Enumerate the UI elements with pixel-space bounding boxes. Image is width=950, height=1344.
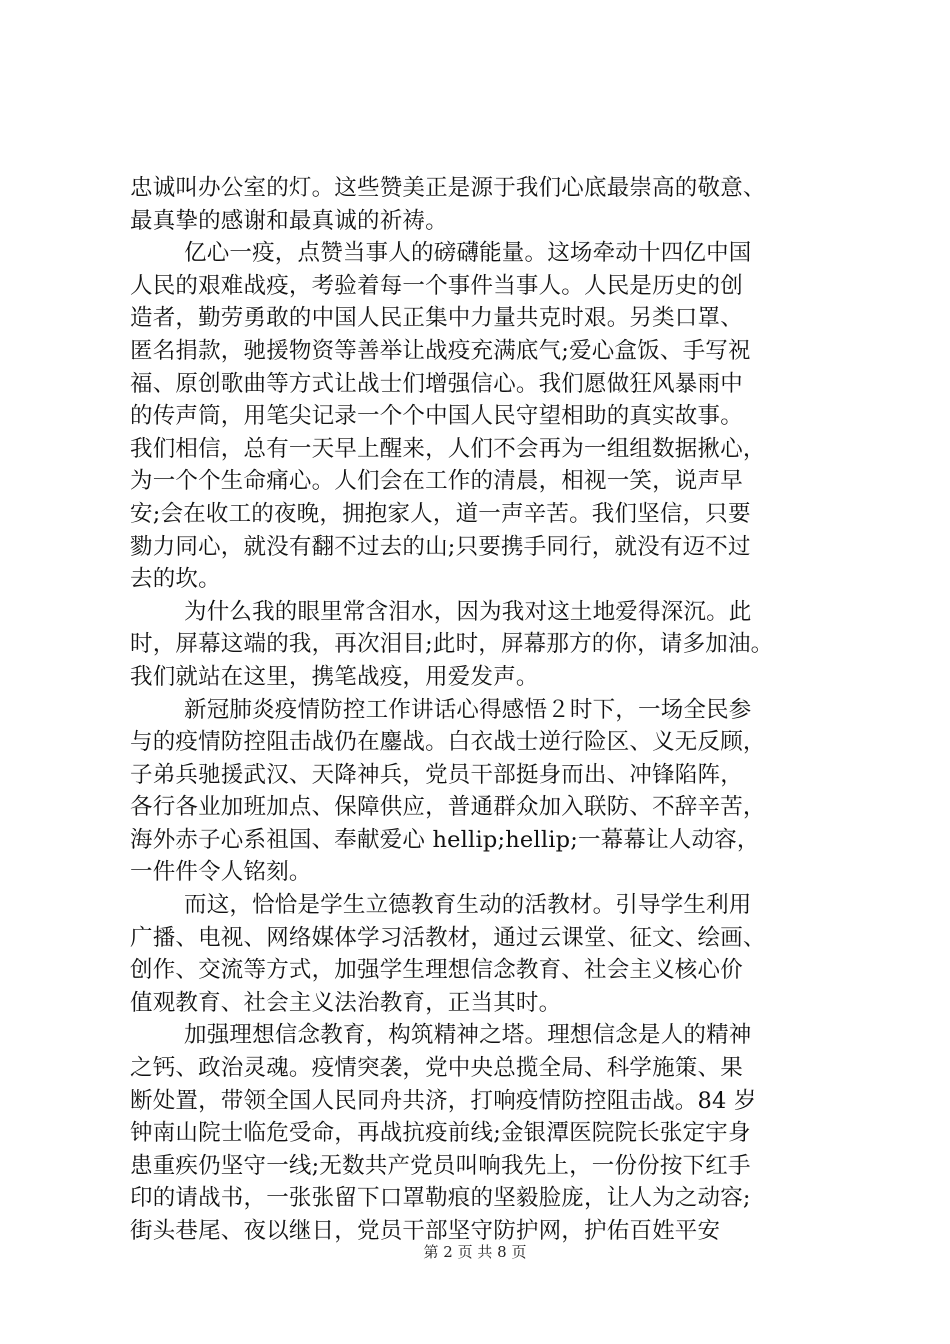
text-line: 勠力同心，就没有翻不过去的山;只要携手同行，就没有迈不过 — [130, 533, 751, 560]
text-line: 与的疫情防控阻击战仍在鏖战。白衣战士逆行险区、义无反顾， — [130, 729, 766, 756]
text-line: 街头巷尾、夜以继日，党员干部坚守防护网，护佑百姓平安 — [130, 1218, 721, 1244]
text-line: 广播、电视、网络媒体学习活教材，通过云课堂、征文、绘画、 — [130, 924, 766, 951]
text-line: 人民的艰难战疫，考验着每一个事件当事人。人民是历史的创 — [130, 272, 743, 299]
text-line: 去的坎。 — [130, 566, 221, 593]
text-line: 新冠肺炎疫情防控工作讲话心得感悟２时下，一场全民参 — [184, 696, 752, 723]
text-line: 最真挚的感谢和最真诚的祈祷。 — [130, 207, 448, 234]
text-line: 之钙、政治灵魂。疫情突袭，党中央总揽全局、科学施策、果 — [130, 1055, 743, 1082]
text-line: 匿名捐款，驰援物资等善举让战疫充满底气;爱心盒饭、手写祝 — [130, 337, 751, 364]
text-line: 创作、交流等方式，加强学生理想信念教育、社会主义核心价 — [130, 957, 743, 984]
text-line: 各行各业加班加点、保障供应，普通群众加入联防、不辞辛苦， — [130, 794, 766, 821]
document-body — [130, 172, 822, 1248]
text-line: 子弟兵驰援武汉、天降神兵，党员干部挺身而出、冲锋陷阵， — [130, 761, 743, 788]
text-line: 安;会在收工的夜晚，拥抱家人，道一声辛苦。我们坚信，只要 — [130, 500, 751, 527]
text-line: 印的请战书，一张张留下口罩勒痕的坚毅脸庞，让人为之动容; — [130, 1185, 751, 1212]
text-line: 加强理想信念教育，构筑精神之塔。理想信念是人的精神 — [184, 1022, 752, 1049]
text-line: 值观教育、社会主义法治教育，正当其时。 — [130, 989, 562, 1016]
text-line: 我们就站在这里，携笔战疫，用爱发声。 — [130, 663, 539, 690]
text-line: 而这，恰恰是学生立德教育生动的活教材。引导学生利用 — [184, 892, 752, 919]
text-line: 亿心一疫，点赞当事人的磅礴能量。这场牵动十四亿中国 — [184, 240, 752, 267]
text-line: 我们相信，总有一天早上醒来，人们不会再为一组组数据揪心， — [130, 435, 766, 462]
text-line: 为什么我的眼里常含泪水，因为我对这土地爱得深沉。此 — [184, 598, 752, 625]
text-line: 的传声筒，用笔尖记录一个个中国人民守望相助的真实故事。 — [130, 403, 743, 430]
text-line: 为一个个生命痛心。人们会在工作的清晨，相视一笑，说声早 — [130, 468, 743, 495]
text-line: 海外赤子心系祖国、奉献爱心 hellip;hellip;一幕幕让人动容， — [130, 826, 760, 853]
page-footer: 第 2 页 共 8 页 — [423, 1243, 527, 1261]
text-line: 造者，勤劳勇敢的中国人民正集中力量共克时艰。另类口罩、 — [130, 305, 743, 332]
text-line: 患重疾仍坚守一线;无数共产党员叫响我先上，一份份按下红手 — [130, 1152, 751, 1179]
text-line: 福、原创歌曲等方式让战士们增强信心。我们愿做狂风暴雨中 — [130, 370, 743, 397]
text-line: 断处置，带领全国人民同舟共济，打响疫情防控阻击战。84 岁 — [130, 1087, 757, 1114]
text-line: 钟南山院士临危受命，再战抗疫前线;金银潭医院院长张定宇身 — [130, 1120, 751, 1147]
text-line: 一件件令人铭刻。 — [130, 859, 312, 886]
text-line: 时，屏幕这端的我，再次泪目;此时，屏幕那方的你，请多加油。 — [130, 631, 774, 658]
text-line: 忠诚叫办公室的灯。这些赞美正是源于我们心底最崇高的敬意、 — [130, 175, 766, 201]
